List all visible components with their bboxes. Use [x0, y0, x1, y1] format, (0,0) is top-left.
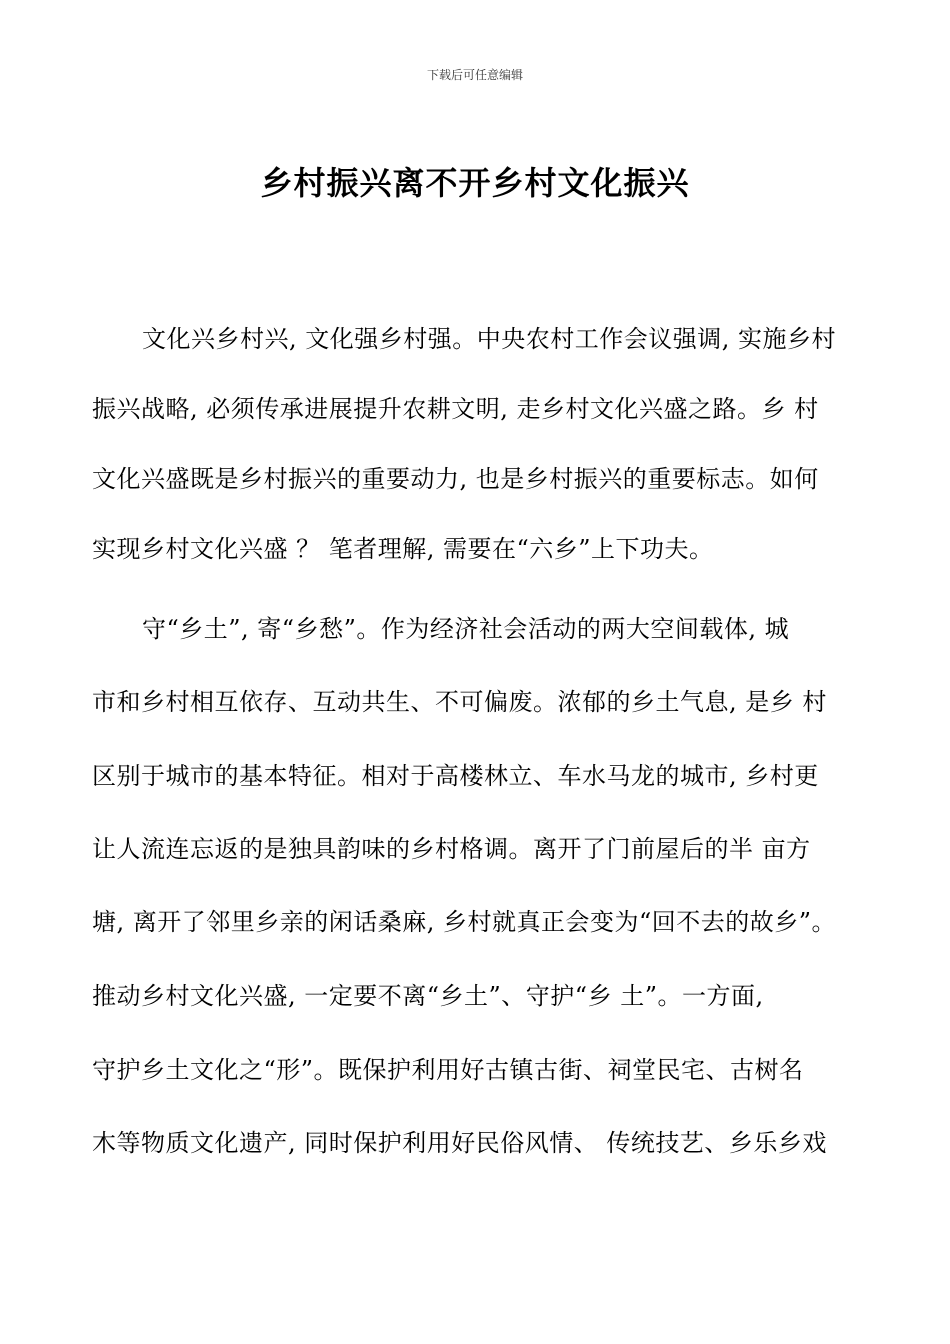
- paragraph-2-line-6: 推动乡村文化兴盛, 一定要不离“乡土”、守护“乡 土”。一方面,: [92, 982, 764, 1010]
- header-note: 下载后可任意编辑: [426, 68, 523, 82]
- paragraph-1-line-4: 实现乡村文化兴盛 ？ 笔者理解, 需要在“六乡”上下功夫。: [92, 535, 714, 563]
- paragraph-2-line-7: 守护乡土文化之“形”。既保护利用好古镇古街、祠堂民宅、古树名: [92, 1056, 804, 1084]
- page-title: 乡村振兴离不开乡村文化振兴: [260, 164, 690, 202]
- paragraph-2-line-2: 市和乡村相互依存、互动共生、不可偏废。浓郁的乡土气息, 是乡 村: [92, 688, 827, 716]
- paragraph-2-line-8: 木等物质文化遗产, 同时保护利用好民俗风情、 传统技艺、乡乐乡戏: [92, 1129, 827, 1157]
- paragraph-2-line-4: 让人流连忘返的是独具韵味的乡村格调。离开了门前屋后的半 亩方: [92, 835, 811, 863]
- paragraph-1-line-2: 振兴战略, 必须传承进展提升农耕文明, 走乡村文化兴盛之路。乡 村: [92, 395, 819, 423]
- paragraph-2-line-1: 守“乡土”, 寄“乡愁”。作为经济社会活动的两大空间载体, 城: [142, 615, 790, 643]
- paragraph-2-line-3: 区别于城市的基本特征。相对于高楼林立、车水马龙的城市, 乡村更: [92, 762, 819, 790]
- paragraph-1-line-1: 文化兴乡村兴, 文化强乡村强。中央农村工作会议强调, 实施乡村: [142, 325, 837, 353]
- paragraph-1-line-3: 文化兴盛既是乡村振兴的重要动力, 也是乡村振兴的重要标志。如何: [92, 465, 819, 493]
- paragraph-2-line-5: 塘, 离开了邻里乡亲的闲话桑麻, 乡村就真正会变为“回不去的故乡”。: [92, 908, 837, 936]
